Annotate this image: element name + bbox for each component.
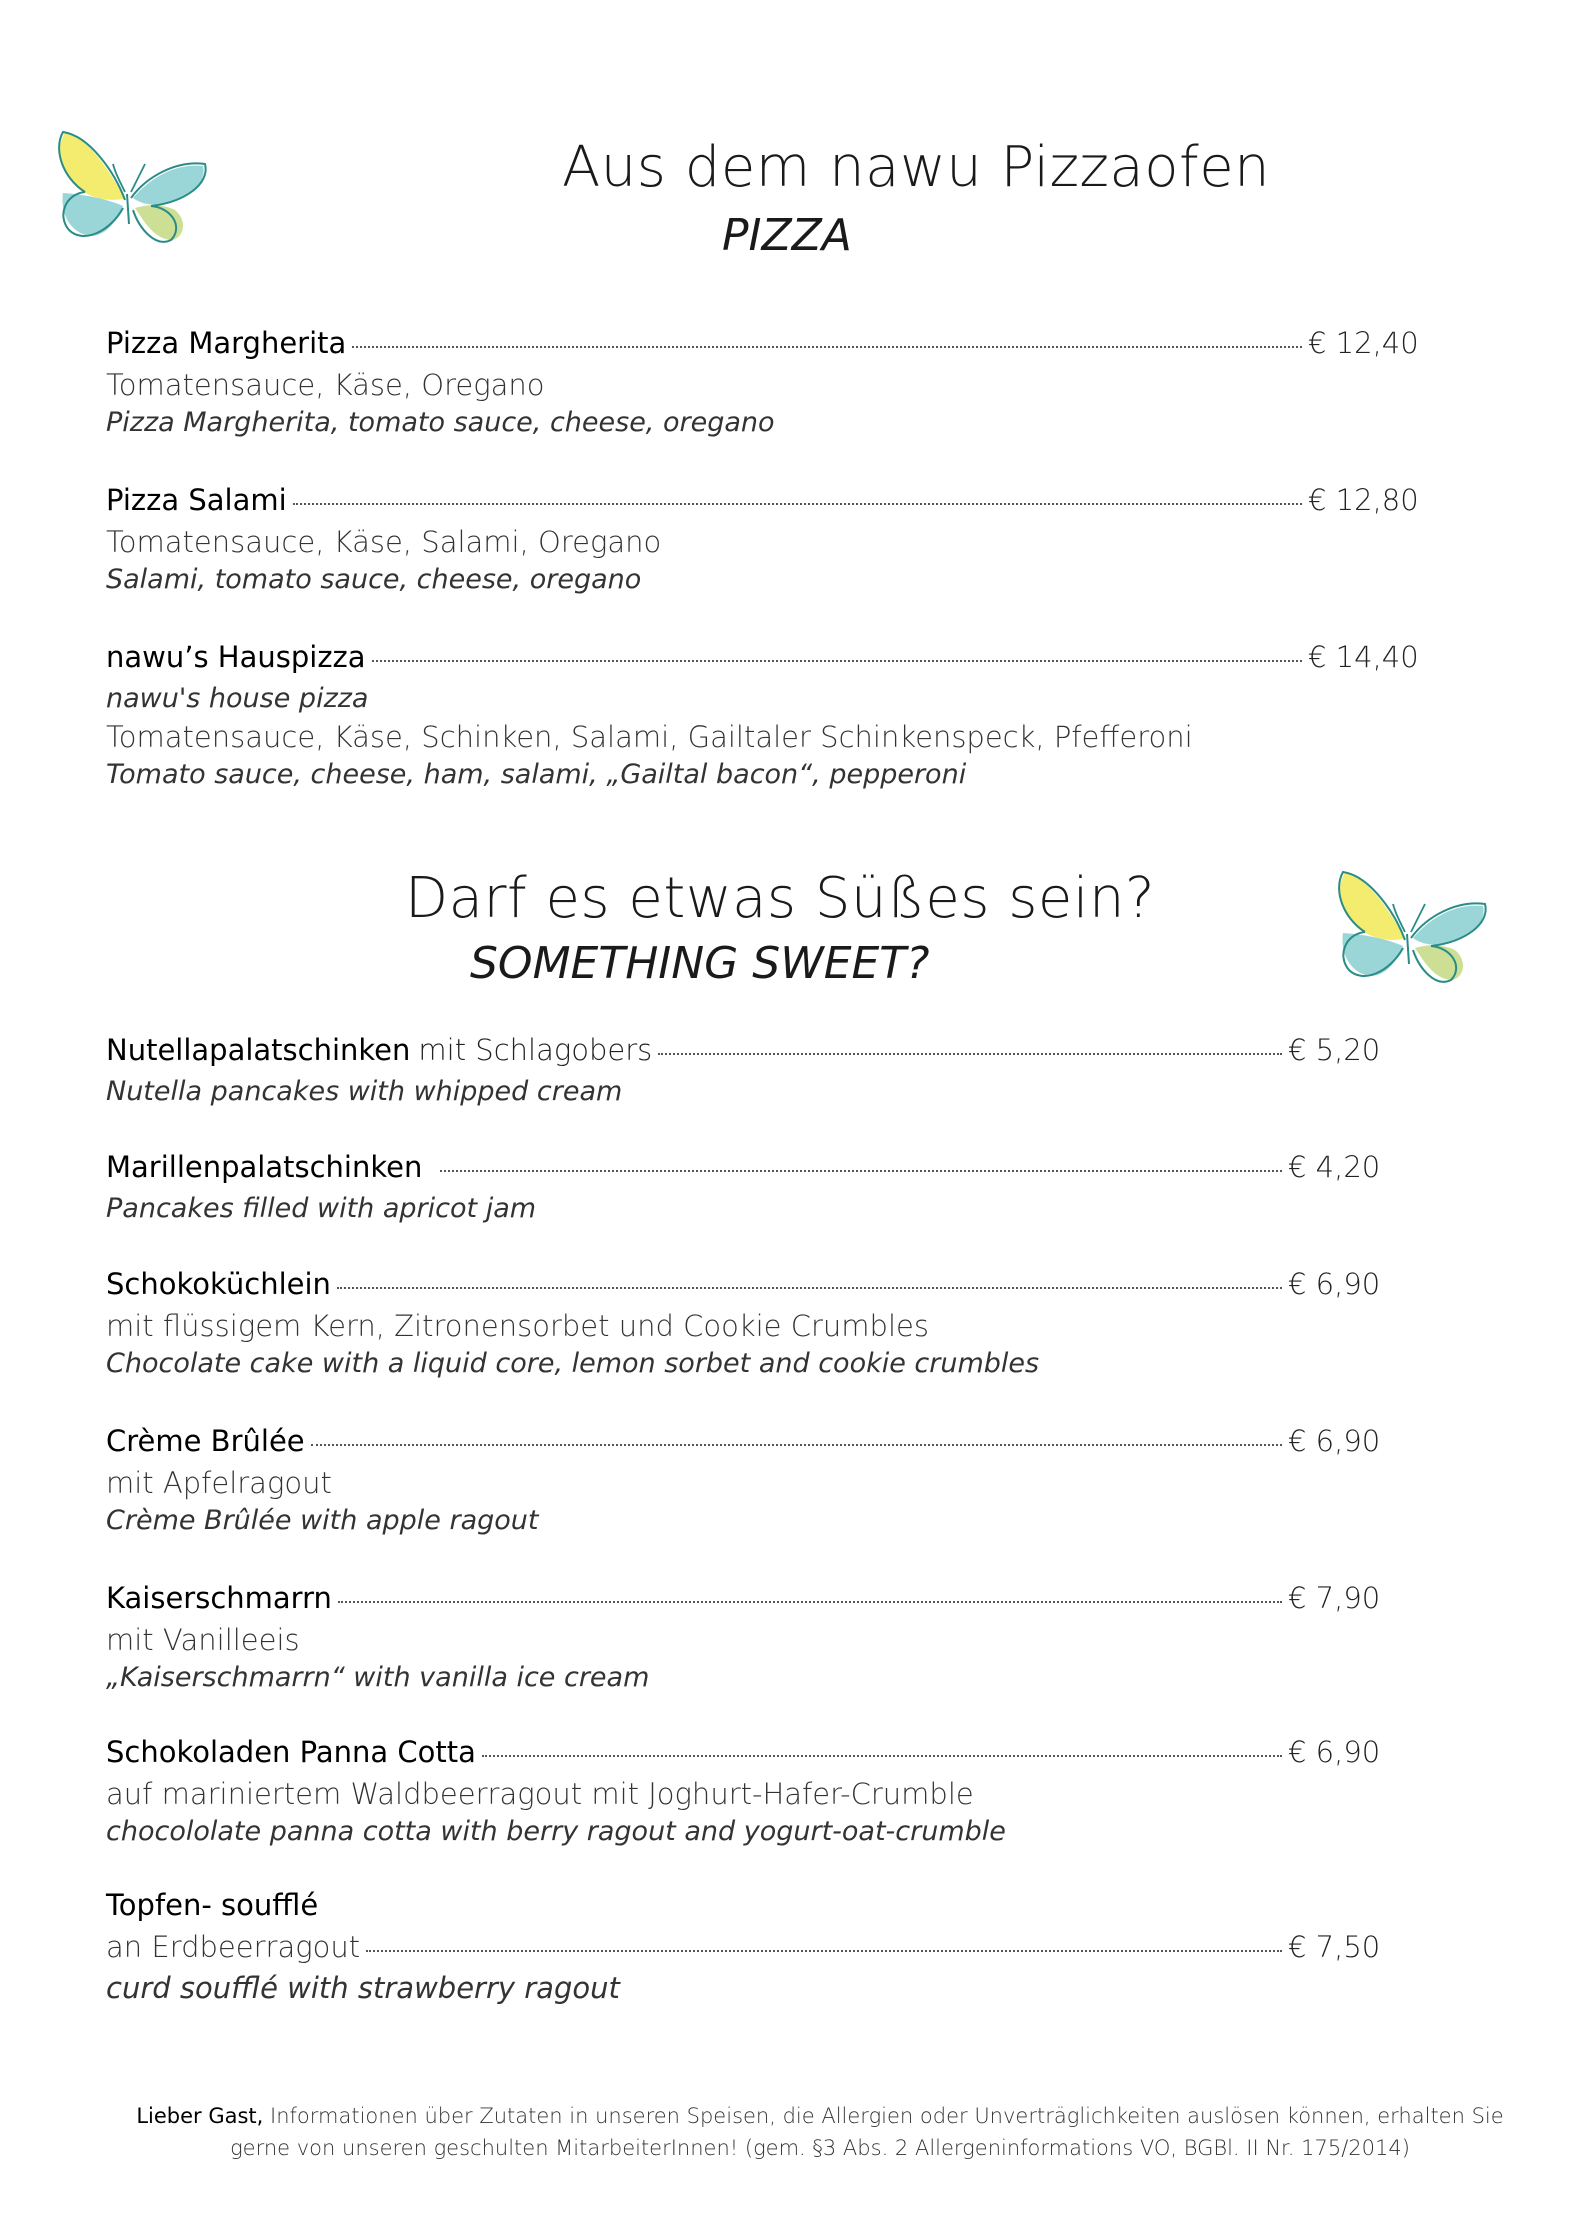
item-price: € 12,80 [1308,483,1419,517]
dot-leader [482,1755,1282,1757]
item-description-en: chocololate panna cotta with berry ragout and yogurt-oat-crumble [106,1816,1006,1847]
item-price: € 7,50 [1288,1930,1381,1964]
item-description-de: an Erdbeerragout [106,1930,361,1964]
item-name: Crème Brûlée [106,1424,305,1458]
dot-leader [338,1601,1282,1603]
item-description-de: auf mariniertem Waldbeerragout mit Joghurt-Hafer-Crumble [106,1777,974,1811]
item-price: € 6,90 [1288,1735,1381,1769]
item-description-de: mit Vanilleeis [106,1623,300,1657]
menu-item [106,640,1426,794]
item-description-en: Pizza Margherita, tomato sauce, cheese, oregano [106,407,775,438]
item-name: nawu’s Hauspizza [106,640,366,674]
menu-item [106,1150,1406,1228]
item-price: € 12,40 [1308,326,1419,360]
item-name: Marillenpalatschinken [106,1150,423,1184]
item-description-de: Tomatensauce, Käse, Schinken, Salami, Gailtaler Schinkenspeck, Pfefferoni [106,720,1193,754]
item-description-en: Tomato sauce, cheese, ham, salami, „Gailtal bacon“, pepperoni [106,759,967,790]
item-price: € 6,90 [1288,1267,1381,1301]
item-description-en: Pancakes filled with apricot jam [106,1193,537,1224]
menu-item [106,1267,1406,1383]
menu-item [106,1581,1406,1697]
item-price: € 5,20 [1288,1033,1381,1067]
item-price: € 6,90 [1288,1424,1381,1458]
section-subtitle-pizza: PIZZA [722,210,852,261]
menu-item [106,1033,1406,1111]
item-name: Pizza Salami [106,483,287,517]
dot-leader [293,503,1302,505]
item-description-de: Tomatensauce, Käse, Oregano [106,368,545,402]
item-price: € 14,40 [1308,640,1419,674]
item-name: Nutellapalatschinken [106,1033,411,1067]
item-description-en: Chocolate cake with a liquid core, lemon sorbet and cookie crumbles [106,1348,1040,1379]
item-description-en: Crème Brûlée with apple ragout [106,1505,539,1536]
item-description-en: Nutella pancakes with whipped cream [106,1076,623,1107]
dot-leader [440,1170,1282,1172]
butterfly-icon [1335,868,1490,998]
item-name: Schokoküchlein [106,1267,331,1301]
allergen-notice [105,2100,1535,2164]
footer-text-line2: gerne von unseren geschulten MitarbeiterInnen! (gem. §3 Abs. 2 Allergeninformations VO, BGBl. II Nr. 175/2014) [230,2136,1410,2160]
item-name: Topfen- soufflé [106,1888,319,1922]
item-price: € 4,20 [1288,1150,1381,1184]
menu-item [106,1735,1406,1851]
item-price: € 7,90 [1288,1581,1381,1615]
section-title-pizza: Aus dem nawu Pizzaofen [562,135,1271,200]
dot-leader [366,1950,1282,1952]
item-name: Kaiserschmarrn [106,1581,332,1615]
butterfly-icon [55,128,210,258]
item-description-en: „Kaiserschmarrn“ with vanilla ice cream [106,1662,650,1693]
menu-item [106,1888,1406,2008]
section-title-sweet: Darf es etwas Süßes sein? [405,866,1156,931]
dot-leader [352,346,1302,348]
item-description-en: curd soufflé with strawberry ragout [106,1971,620,2005]
item-description-en: Salami, tomato sauce, cheese, oregano [106,564,642,595]
footer-text-line1: Informationen über Zutaten in unseren Speisen, die Allergien oder Unverträglichkeiten auslösen können, erhalten Sie [263,2104,1504,2128]
dot-leader [311,1444,1282,1446]
dot-leader [658,1053,1282,1055]
item-name-en: nawu's house pizza [106,683,369,714]
item-description-de: mit flüssigem Kern, Zitronensorbet und Cookie Crumbles [106,1309,929,1343]
item-description-de: Tomatensauce, Käse, Salami, Oregano [106,525,662,559]
footer-lead: Lieber Gast, [136,2104,264,2128]
menu-item [106,483,1426,599]
section-subtitle-sweet: SOMETHING SWEET? [470,938,930,989]
item-name: Pizza Margherita [106,326,347,360]
item-name-extra: mit Schlagobers [418,1033,653,1067]
item-description-de: mit Apfelragout [106,1466,332,1500]
menu-item [106,1424,1406,1540]
menu-item [106,326,1426,442]
dot-leader [372,660,1302,662]
item-name: Schokoladen Panna Cotta [106,1735,476,1769]
dot-leader [337,1287,1282,1289]
